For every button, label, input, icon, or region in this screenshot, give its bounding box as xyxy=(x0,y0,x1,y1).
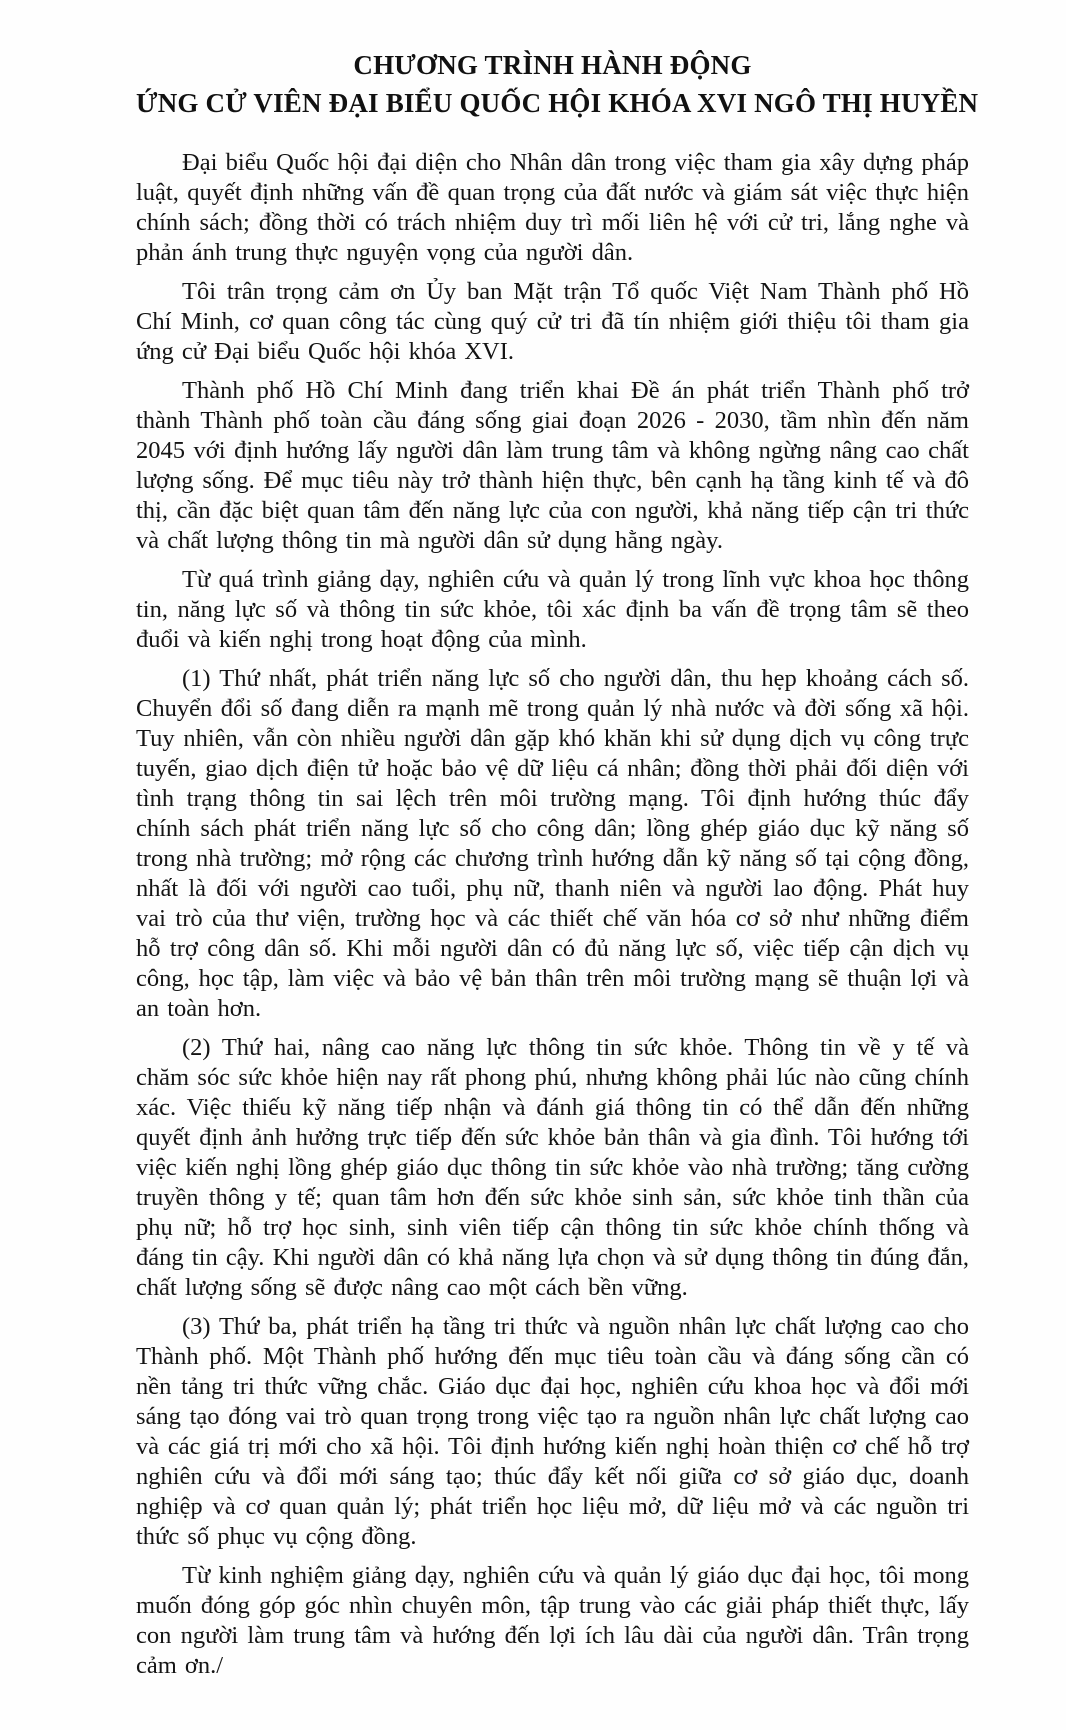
document-title xyxy=(136,46,979,122)
document-body xyxy=(136,148,969,1681)
paragraph-thanks: Tôi trân trọng cảm ơn Ủy ban Mặt trận Tổ quốc Việt Nam Thành phố Hồ Chí Minh, cơ quan công tác cùng quý cử tri đã tín nhiệm giới thiệu tôi tham gia ứng cử Đại biểu Quốc hội khóa XVI. xyxy=(136,278,969,365)
paragraph-point-1: (1) Thứ nhất, phát triển năng lực số cho người dân, thu hẹp khoảng cách số. Chuyển đổi số đang diễn ra mạnh mẽ trong quản lý nhà nước và đời sống xã hội. Tuy nhiên, vẫn còn nhiều người dân gặp khó khăn khi sử dụng dịch vụ công trực tuyến, giao dịch điện tử hoặc bảo vệ dữ liệu cá nhân; đồng thời phải đối diện với tình trạng thông tin sai lệch trên môi trường mạng. Tôi định hướng thúc đẩy chính sách phát triển năng lực số cho công dân; lồng ghép giáo dục kỹ năng số trong nhà trường; mở rộng các chương trình hướng dẫn kỹ năng số tại cộng đồng, nhất là đối với người cao tuổi, phụ nữ, thanh niên và người lao động. Phát huy vai trò của thư viện, trường học và các thiết chế văn hóa cơ sở như những điểm hỗ trợ công dân số. Khi mỗi người dân có đủ năng lực số, việc tiếp cận dịch vụ công, học tập, làm việc và bảo vệ bản thân trên môi trường mạng sẽ thuận lợi và an toàn hơn. xyxy=(136,665,969,1022)
document-title-line2: ỨNG CỬ VIÊN ĐẠI BIỂU QUỐC HỘI KHÓA XVI NGÔ THỊ HUYỀN xyxy=(136,88,979,118)
paragraph-intro-role: Đại biểu Quốc hội đại diện cho Nhân dân trong việc tham gia xây dựng pháp luật, quyết định những vấn đề quan trọng của đất nước và giám sát việc thực hiện chính sách; đồng thời có trách nhiệm duy trì mối liên hệ với cử tri, lắng nghe và phản ánh trung thực nguyện vọng của người dân. xyxy=(136,149,969,266)
paragraph-point-2: (2) Thứ hai, nâng cao năng lực thông tin sức khỏe. Thông tin về y tế và chăm sóc sức khỏe hiện nay rất phong phú, nhưng không phải lúc nào cũng chính xác. Việc thiếu kỹ năng tiếp nhận và đánh giá thông tin có thể dẫn đến những quyết định ảnh hưởng trực tiếp đến sức khỏe bản thân và gia đình. Tôi hướng tới việc kiến nghị lồng ghép giáo dục thông tin sức khỏe vào nhà trường; tăng cường truyền thông y tế; quan tâm hơn đến sức khỏe sinh sản, sức khỏe tinh thần của phụ nữ; hỗ trợ học sinh, sinh viên tiếp cận thông tin sức khỏe chính thống và đáng tin cậy. Khi người dân có khả năng lựa chọn và sử dụng thông tin đúng đắn, chất lượng sống sẽ được nâng cao một cách bền vững. xyxy=(136,1034,969,1301)
paragraph-closing: Từ kinh nghiệm giảng dạy, nghiên cứu và quản lý giáo dục đại học, tôi mong muốn đóng góp góc nhìn chuyên môn, tập trung vào các giải pháp thiết thực, lấy con người làm trung tâm và hướng đến lợi ích lâu dài của người dân. Trân trọng cảm ơn./ xyxy=(136,1562,969,1679)
paragraph-city-context: Thành phố Hồ Chí Minh đang triển khai Đề án phát triển Thành phố trở thành Thành phố toàn cầu đáng sống giai đoạn 2026 - 2030, tầm nhìn đến năm 2045 với định hướng lấy người dân làm trung tâm và không ngừng nâng cao chất lượng sống. Để mục tiêu này trở thành hiện thực, bên cạnh hạ tầng kinh tế và đô thị, cần đặc biệt quan tâm đến năng lực của con người, khả năng tiếp cận tri thức và chất lượng thông tin mà người dân sử dụng hằng ngày. xyxy=(136,377,969,554)
paragraph-three-focus-areas: Từ quá trình giảng dạy, nghiên cứu và quản lý trong lĩnh vực khoa học thông tin, năng lực số và thông tin sức khỏe, tôi xác định ba vấn đề trọng tâm sẽ theo đuổi và kiến nghị trong hoạt động của mình. xyxy=(136,566,969,653)
paragraph-point-3: (3) Thứ ba, phát triển hạ tầng tri thức và nguồn nhân lực chất lượng cao cho Thành phố. Một Thành phố hướng đến mục tiêu toàn cầu và đáng sống cần có nền tảng tri thức vững chắc. Giáo dục đại học, nghiên cứu khoa học và đổi mới sáng tạo đóng vai trò quan trọng trong việc tạo ra nguồn nhân lực chất lượng cao và các giá trị mới cho xã hội. Tôi định hướng kiến nghị hoàn thiện cơ chế hỗ trợ nghiên cứu và đổi mới sáng tạo; thúc đẩy kết nối giữa cơ sở giáo dục, doanh nghiệp và cơ quan quản lý; phát triển học liệu mở, dữ liệu mở và các nguồn tri thức số phục vụ cộng đồng. xyxy=(136,1313,969,1550)
document-title-line1: CHƯƠNG TRÌNH HÀNH ĐỘNG xyxy=(353,50,752,80)
